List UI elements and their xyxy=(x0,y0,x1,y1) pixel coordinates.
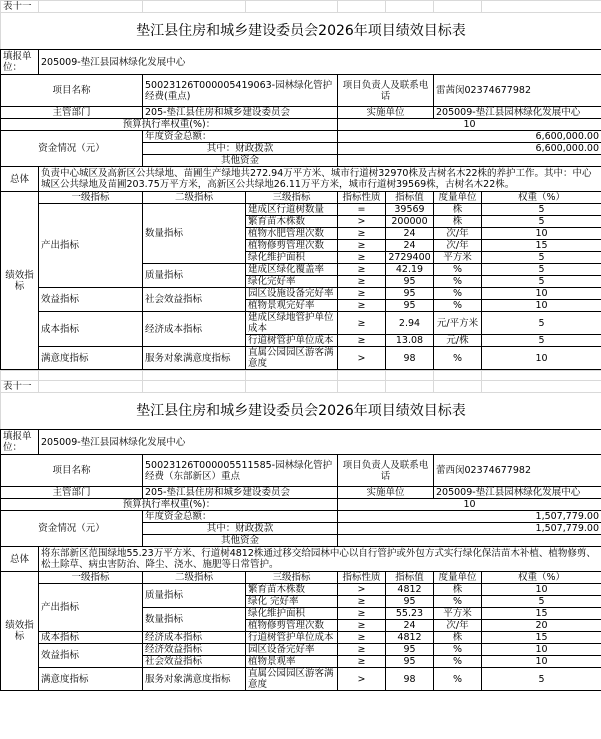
column-header[interactable]: 度量单位 xyxy=(434,192,482,204)
level3-indicator[interactable]: 繁育苗木株数 xyxy=(246,584,338,596)
indicator-weight[interactable]: 5 xyxy=(482,216,601,228)
reporting-unit-label[interactable]: 填报单位： xyxy=(1,430,39,455)
indicator-weight[interactable]: 15 xyxy=(482,632,601,644)
empty-cell[interactable] xyxy=(143,371,246,381)
department-value[interactable]: 205-垫江县住房和城乡建设委员会 xyxy=(143,107,338,119)
budget-weight-label[interactable]: 预算执行率权重(%)： xyxy=(1,499,338,511)
sheet-label[interactable]: 表十一 xyxy=(1,1,39,13)
column-header[interactable]: 度量单位 xyxy=(434,572,482,584)
measurement-unit[interactable]: 次/年 xyxy=(434,620,482,632)
empty-cell[interactable] xyxy=(143,381,246,393)
indicator-nature[interactable]: > xyxy=(338,584,386,596)
level2-indicator[interactable]: 经济成本指标 xyxy=(143,312,246,347)
level3-indicator[interactable]: 建成区绿化覆盖率 xyxy=(246,264,338,276)
indicator-weight[interactable]: 5 xyxy=(482,264,601,276)
indicator-row xyxy=(1,584,601,596)
empty-cell[interactable] xyxy=(482,1,601,13)
measurement-unit[interactable]: 元/平方米 xyxy=(434,312,482,335)
indicator-weight[interactable]: 10 xyxy=(482,644,601,656)
budget-weight-value[interactable]: 10 xyxy=(338,119,601,131)
department-row xyxy=(1,107,601,119)
indicator-value[interactable]: 98 xyxy=(386,347,434,370)
level2-indicator[interactable]: 数量指标 xyxy=(143,608,246,632)
level3-indicator[interactable]: 建成区行道树数量 xyxy=(246,204,338,216)
indicator-row xyxy=(1,632,601,644)
funds-other-value[interactable] xyxy=(338,535,601,547)
indicator-nature[interactable]: ≥ xyxy=(338,620,386,632)
indicator-nature[interactable]: ≥ xyxy=(338,608,386,620)
empty-cell[interactable] xyxy=(143,1,246,13)
measurement-unit[interactable]: 株 xyxy=(434,632,482,644)
funds-fiscal-value[interactable]: 1,507,779.00 xyxy=(338,523,601,535)
empty-cell[interactable] xyxy=(434,1,482,13)
department-row xyxy=(1,487,601,499)
column-header[interactable]: 指标性质 xyxy=(338,572,386,584)
indicator-value[interactable]: 24 xyxy=(386,620,434,632)
funds-fiscal-label[interactable]: 其中：财政拨款 xyxy=(143,143,338,155)
measurement-unit[interactable]: % xyxy=(434,656,482,668)
column-header[interactable]: 指标值 xyxy=(386,192,434,204)
level3-indicator[interactable]: 绿化完好率 xyxy=(246,276,338,288)
indicator-nature[interactable]: > xyxy=(338,216,386,228)
level3-indicator[interactable]: 园区设施设备完好率 xyxy=(246,288,338,300)
level3-indicator[interactable]: 直属公园园区游客满意度 xyxy=(246,347,338,370)
empty-cell[interactable] xyxy=(386,371,434,381)
performance-target-table xyxy=(0,370,601,691)
contact-value[interactable]: 雷茜闵02374677982 xyxy=(434,75,601,107)
level2-indicator[interactable]: 服务对象满意度指标 xyxy=(143,668,246,691)
indicator-nature[interactable]: > xyxy=(338,668,386,691)
level2-indicator[interactable]: 经济效益指标 xyxy=(143,644,246,656)
funds-other-label[interactable]: 其他资金 xyxy=(143,155,338,167)
level1-indicator[interactable]: 产出指标 xyxy=(39,204,143,288)
column-header[interactable]: 二级指标 xyxy=(143,572,246,584)
funds-label[interactable]: 资金情况（元） xyxy=(1,511,143,547)
level3-indicator[interactable]: 直属公园园区游客满意度 xyxy=(246,668,338,691)
empty-cell[interactable] xyxy=(338,381,386,393)
indicator-weight[interactable]: 5 xyxy=(482,668,601,691)
empty-cell[interactable] xyxy=(338,1,386,13)
indicator-nature[interactable]: ≥ xyxy=(338,596,386,608)
level2-indicator[interactable]: 质量指标 xyxy=(143,264,246,288)
level1-indicator[interactable]: 满意度指标 xyxy=(39,347,143,370)
title-row xyxy=(1,13,601,50)
indicator-value[interactable]: 4812 xyxy=(386,584,434,596)
indicator-nature[interactable]: > xyxy=(338,347,386,370)
measurement-unit[interactable]: 元/株 xyxy=(434,335,482,347)
indicator-value[interactable]: 24 xyxy=(386,228,434,240)
measurement-unit[interactable]: 次/年 xyxy=(434,228,482,240)
level3-indicator[interactable]: 植物景观率 xyxy=(246,656,338,668)
level3-indicator[interactable]: 绿化维护面积 xyxy=(246,608,338,620)
table-title[interactable]: 垫江县住房和城乡建设委员会2026年项目绩效目标表 xyxy=(1,393,601,430)
reporting-unit-row xyxy=(1,50,601,75)
indicator-value[interactable]: 55.23 xyxy=(386,608,434,620)
project-name-label[interactable]: 项目名称 xyxy=(1,455,143,487)
empty-cell[interactable] xyxy=(39,371,143,381)
measurement-unit[interactable]: % xyxy=(434,264,482,276)
level2-indicator[interactable]: 经济成本指标 xyxy=(143,632,246,644)
indicator-weight[interactable]: 15 xyxy=(482,608,601,620)
implementing-unit-value[interactable]: 205009-垫江县园林绿化发展中心 xyxy=(434,487,601,499)
table-title[interactable]: 垫江县住房和城乡建设委员会2026年项目绩效目标表 xyxy=(1,13,601,50)
indicator-value[interactable]: 13.08 xyxy=(386,335,434,347)
indicator-weight[interactable]: 15 xyxy=(482,240,601,252)
overall-goal-label[interactable]: 总体 xyxy=(1,167,39,192)
indicator-weight[interactable]: 5 xyxy=(482,204,601,216)
measurement-unit[interactable]: 株 xyxy=(434,216,482,228)
indicator-row xyxy=(1,644,601,656)
indicator-weight[interactable]: 10 xyxy=(482,300,601,312)
indicator-weight[interactable]: 10 xyxy=(482,584,601,596)
indicator-weight[interactable]: 5 xyxy=(482,596,601,608)
indicator-row xyxy=(1,204,601,216)
level3-indicator[interactable]: 行道树管护单位成本 xyxy=(246,632,338,644)
column-header[interactable]: 三级指标 xyxy=(246,192,338,204)
indicator-weight[interactable]: 10 xyxy=(482,347,601,370)
reporting-unit-label[interactable]: 填报单位： xyxy=(1,50,39,75)
empty-cell[interactable] xyxy=(246,381,338,393)
title-row xyxy=(1,393,601,430)
implementing-unit-label[interactable]: 实施单位 xyxy=(338,487,434,499)
level3-indicator[interactable]: 行道树管护单位成本 xyxy=(246,335,338,347)
budget-weight-row xyxy=(1,499,601,511)
indicator-weight[interactable]: 10 xyxy=(482,288,601,300)
indicator-weight[interactable]: 5 xyxy=(482,312,601,335)
indicator-weight[interactable]: 10 xyxy=(482,228,601,240)
level3-indicator[interactable]: 植物修剪管理次数 xyxy=(246,620,338,632)
indicator-nature[interactable]: ≥ xyxy=(338,312,386,335)
column-header[interactable]: 指标值 xyxy=(386,572,434,584)
indicator-value[interactable]: 4812 xyxy=(386,632,434,644)
funds-fiscal-value[interactable]: 6,600,000.00 xyxy=(338,143,601,155)
funds-other-label[interactable]: 其他资金 xyxy=(143,535,338,547)
sheet-label-row xyxy=(1,381,601,393)
indicator-value[interactable]: 200000 xyxy=(386,216,434,228)
funds-other-value[interactable] xyxy=(338,155,601,167)
indicator-value[interactable]: 95 xyxy=(386,596,434,608)
empty-cell[interactable] xyxy=(1,371,39,381)
project-name-value[interactable]: 50023126T000005511585-园林绿化管护经费（东部新区）重点 xyxy=(143,455,338,487)
indicator-row xyxy=(1,347,601,370)
level3-indicator[interactable]: 植物景观完好率 xyxy=(246,300,338,312)
measurement-unit[interactable]: 平方米 xyxy=(434,608,482,620)
indicator-nature[interactable]: ≥ xyxy=(338,656,386,668)
indicator-nature[interactable]: = xyxy=(338,204,386,216)
budget-weight-value[interactable]: 10 xyxy=(338,499,601,511)
level3-indicator[interactable]: 园区设备完好率 xyxy=(246,644,338,656)
column-header[interactable]: 一级指标 xyxy=(39,572,143,584)
department-label[interactable]: 主管部门 xyxy=(1,107,143,119)
department-label[interactable]: 主管部门 xyxy=(1,487,143,499)
budget-weight-label[interactable]: 预算执行率权重(%)： xyxy=(1,119,338,131)
level3-indicator[interactable]: 绿化 完好率 xyxy=(246,596,338,608)
funds-total-label[interactable]: 年度资金总额： xyxy=(143,511,338,523)
project-name-value[interactable]: 50023126T000005419063-园林绿化管护经费(重点) xyxy=(143,75,338,107)
level2-indicator[interactable]: 社会效益指标 xyxy=(143,656,246,668)
implementing-unit-label[interactable]: 实施单位 xyxy=(338,107,434,119)
indicator-value[interactable]: 42.19 xyxy=(386,264,434,276)
level1-indicator[interactable]: 效益指标 xyxy=(39,288,143,312)
indicator-value[interactable]: 98 xyxy=(386,668,434,691)
empty-cell[interactable] xyxy=(246,371,338,381)
indicator-nature[interactable]: ≥ xyxy=(338,335,386,347)
overall-goal-label[interactable]: 总体 xyxy=(1,547,39,572)
empty-cell[interactable] xyxy=(39,381,143,393)
column-header[interactable]: 指标性质 xyxy=(338,192,386,204)
sheet-label-row xyxy=(1,1,601,13)
empty-cell[interactable] xyxy=(482,381,601,393)
indicator-header-row xyxy=(1,572,601,584)
column-header[interactable]: 权重（%） xyxy=(482,192,601,204)
indicator-weight[interactable]: 20 xyxy=(482,620,601,632)
measurement-unit[interactable]: % xyxy=(434,288,482,300)
reporting-unit-value[interactable]: 205009-垫江县园林绿化发展中心 xyxy=(39,430,601,455)
indicator-value[interactable]: 95 xyxy=(386,656,434,668)
indicator-nature[interactable]: ≥ xyxy=(338,276,386,288)
contact-label[interactable]: 项目负责人及联系电话 xyxy=(338,75,434,107)
column-header[interactable]: 二级指标 xyxy=(143,192,246,204)
empty-cell[interactable] xyxy=(482,371,601,381)
funds-label[interactable]: 资金情况（元） xyxy=(1,131,143,167)
level1-indicator[interactable]: 成本指标 xyxy=(39,312,143,347)
project-row xyxy=(1,75,601,107)
indicator-header-row xyxy=(1,192,601,204)
spacer-row xyxy=(1,371,601,381)
measurement-unit[interactable]: % xyxy=(434,644,482,656)
level1-indicator[interactable]: 产出指标 xyxy=(39,584,143,632)
indicator-value[interactable]: 39569 xyxy=(386,204,434,216)
reporting-unit-row xyxy=(1,430,601,455)
empty-cell[interactable] xyxy=(386,381,434,393)
indicator-nature[interactable]: ≥ xyxy=(338,288,386,300)
indicator-value[interactable]: 2729400 xyxy=(386,252,434,264)
level2-indicator[interactable]: 社会效益指标 xyxy=(143,288,246,312)
indicator-row xyxy=(1,312,601,335)
level3-indicator[interactable]: 建成区绿地管护单位成本 xyxy=(246,312,338,335)
measurement-unit[interactable]: % xyxy=(434,276,482,288)
indicator-weight[interactable]: 5 xyxy=(482,276,601,288)
indicator-value[interactable]: 95 xyxy=(386,644,434,656)
column-header[interactable]: 权重（%） xyxy=(482,572,601,584)
indicator-nature[interactable]: ≥ xyxy=(338,252,386,264)
indicator-value[interactable]: 95 xyxy=(386,300,434,312)
measurement-unit[interactable]: 次/年 xyxy=(434,240,482,252)
empty-cell[interactable] xyxy=(386,1,434,13)
indicator-nature[interactable]: ≥ xyxy=(338,644,386,656)
indicator-value[interactable]: 95 xyxy=(386,288,434,300)
funds-total-row xyxy=(1,511,601,523)
column-header[interactable]: 一级指标 xyxy=(39,192,143,204)
empty-cell[interactable] xyxy=(434,381,482,393)
indicator-value[interactable]: 2.94 xyxy=(386,312,434,335)
indicator-nature[interactable]: ≥ xyxy=(338,300,386,312)
level3-indicator[interactable]: 植物水肥管理次数 xyxy=(246,228,338,240)
budget-weight-row xyxy=(1,119,601,131)
indicator-nature[interactable]: ≥ xyxy=(338,228,386,240)
empty-cell[interactable] xyxy=(338,371,386,381)
empty-cell[interactable] xyxy=(246,1,338,13)
reporting-unit-value[interactable]: 205009-垫江县园林绿化发展中心 xyxy=(39,50,601,75)
level3-indicator[interactable]: 植物修剪管理次数 xyxy=(246,240,338,252)
column-header[interactable]: 三级指标 xyxy=(246,572,338,584)
project-row xyxy=(1,455,601,487)
indicator-weight[interactable]: 10 xyxy=(482,656,601,668)
level3-indicator[interactable]: 繁育苗木株数 xyxy=(246,216,338,228)
measurement-unit[interactable]: % xyxy=(434,300,482,312)
level3-indicator[interactable]: 绿化维护面积 xyxy=(246,252,338,264)
overall-goal-text[interactable]: 负责中心城区及高新区公共绿地、苗圃生产绿地共272.94万平方米、城市行道树32970株及古树名木22株的养护工作。其中：中心城区公共绿地及苗圃203.75万平方米，高新区公共绿地26.11万平方米，城市行道树39569株，古树名木22株。 xyxy=(39,167,601,192)
funds-total-label[interactable]: 年度资金总额： xyxy=(143,131,338,143)
funds-total-row xyxy=(1,131,601,143)
empty-cell[interactable] xyxy=(39,1,143,13)
indicator-nature[interactable]: ≥ xyxy=(338,632,386,644)
contact-label[interactable]: 项目负责人及联系电话 xyxy=(338,455,434,487)
measurement-unit[interactable]: % xyxy=(434,596,482,608)
level1-indicator[interactable]: 成本指标 xyxy=(39,632,143,644)
indicator-nature[interactable]: ≥ xyxy=(338,240,386,252)
department-value[interactable]: 205-垫江县住房和城乡建设委员会 xyxy=(143,487,338,499)
funds-total-value[interactable]: 1,507,779.00 xyxy=(338,511,601,523)
performance-indicator-label[interactable]: 绩效指标 xyxy=(1,572,39,691)
level2-indicator[interactable]: 数量指标 xyxy=(143,204,246,264)
level1-indicator[interactable]: 效益指标 xyxy=(39,644,143,668)
indicator-nature[interactable]: ≥ xyxy=(338,264,386,276)
project-name-label[interactable]: 项目名称 xyxy=(1,75,143,107)
measurement-unit[interactable]: 株 xyxy=(434,584,482,596)
funds-total-value[interactable]: 6,600,000.00 xyxy=(338,131,601,143)
performance-indicator-label[interactable]: 绩效指标 xyxy=(1,192,39,370)
indicator-weight[interactable]: 5 xyxy=(482,335,601,347)
overall-goal-row xyxy=(1,547,601,572)
indicator-weight[interactable]: 5 xyxy=(482,252,601,264)
funds-fiscal-label[interactable]: 其中：财政拨款 xyxy=(143,523,338,535)
empty-cell[interactable] xyxy=(434,371,482,381)
measurement-unit[interactable]: % xyxy=(434,668,482,691)
implementing-unit-value[interactable]: 205009-垫江县园林绿化发展中心 xyxy=(434,107,601,119)
level2-indicator[interactable]: 服务对象满意度指标 xyxy=(143,347,246,370)
measurement-unit[interactable]: 株 xyxy=(434,204,482,216)
overall-goal-text[interactable]: 将东部新区范围绿地55.23万平方米、行道树4812株通过移交给园林中心以自行管护或外包方式实行绿化保洁苗木补植、植物修剪、松土除草、病虫害防治、降尘、浇水、施肥等日常管护。 xyxy=(39,547,601,572)
level2-indicator[interactable]: 质量指标 xyxy=(143,584,246,608)
measurement-unit[interactable]: 平方米 xyxy=(434,252,482,264)
overall-goal-row xyxy=(1,167,601,192)
level1-indicator[interactable]: 满意度指标 xyxy=(39,668,143,691)
measurement-unit[interactable]: % xyxy=(434,347,482,370)
contact-value[interactable]: 蕾西闵02374677982 xyxy=(434,455,601,487)
indicator-row xyxy=(1,288,601,300)
indicator-value[interactable]: 24 xyxy=(386,240,434,252)
indicator-row xyxy=(1,668,601,691)
sheet-label[interactable]: 表十一 xyxy=(1,381,39,393)
indicator-value[interactable]: 95 xyxy=(386,276,434,288)
